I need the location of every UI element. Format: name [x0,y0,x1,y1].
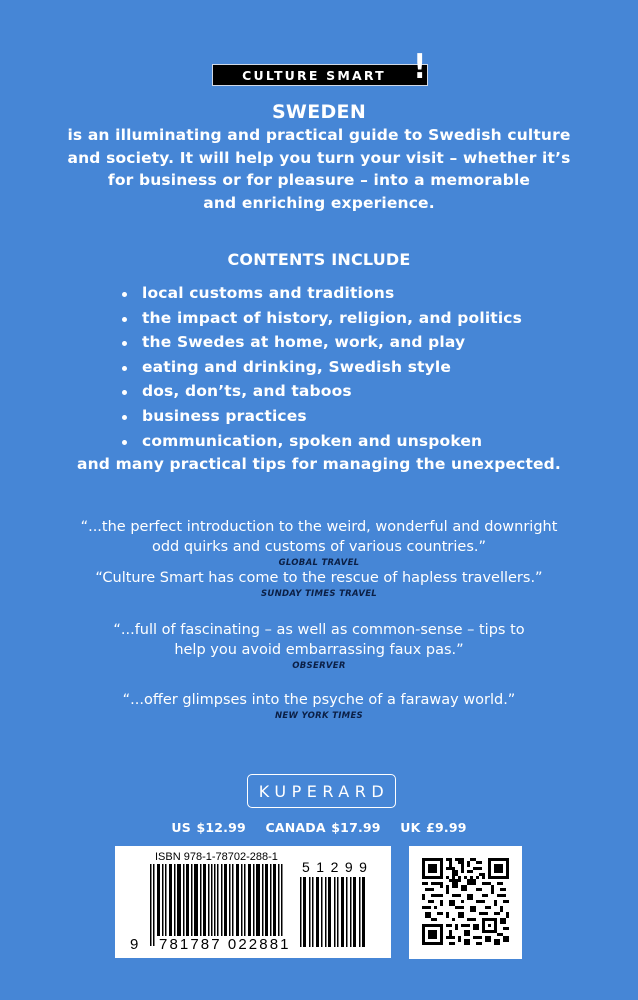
review-quote [0,620,638,672]
review-quote [0,517,638,569]
quote-line: “...full of fascinating – as well as common-sense – tips to [113,622,525,638]
list-item: communication, spoken and unspoken [120,429,522,454]
price-code: 51299 [302,859,374,875]
list-item: the impact of history, religion, and politics [120,306,522,331]
contents-heading: CONTENTS INCLUDE [227,250,411,269]
intro-line: and society. It will help you turn your visit – whether it’s [67,148,571,167]
price-us: US $12.99 [171,820,246,835]
list-item: dos, don’ts, and taboos [120,379,522,404]
ean-barcode [150,864,290,946]
price-addon-barcode [300,877,368,947]
quote-line: “...the perfect introduction to the weird, wonderful and downright [80,519,558,535]
quote-line: “Culture Smart has come to the rescue of hapless travellers.” [95,570,543,586]
isbn-label: ISBN 978-1-78702-288-1 [155,851,278,863]
price-list [0,820,638,835]
ean-digits: 781787 022881 [159,936,291,953]
quote-line: help you avoid embarrassing faux pas.” [174,642,464,658]
quote-source: NEW YORK TIMES [275,711,363,721]
ean-lead-digit: 9 [130,936,139,953]
logo-exclamation-mark: ! [413,47,426,87]
list-item: local customs and traditions [120,281,522,306]
intro-paragraph [0,124,638,214]
qr-code-icon[interactable] [422,858,509,945]
contents-footer: and many practical tips for managing the unexpected. [77,455,561,473]
logo-text: CULTURE SMART [242,67,386,83]
quote-source: SUNDAY TIMES TRAVEL [260,589,378,599]
quote-line: odd quirks and customs of various countries.” [151,539,487,555]
culture-smart-logo [212,64,428,86]
price-canada: CANADA $17.99 [265,820,381,835]
list-item: business practices [120,404,522,429]
quote-source: GLOBAL TRAVEL [278,558,360,568]
price-uk: UK £9.99 [400,820,467,835]
intro-line: is an illuminating and practical guide to Swedish culture [67,126,571,144]
intro-line: and enriching experience. [203,193,435,212]
list-item: eating and drinking, Swedish style [120,355,522,380]
quote-line: “...offer glimpses into the psyche of a faraway world.” [122,692,516,708]
review-quote [0,690,638,722]
book-title: SWEDEN [271,101,367,123]
quote-source: OBSERVER [292,661,346,671]
list-item: the Swedes at home, work, and play [120,330,522,355]
review-quote [0,568,638,600]
intro-line: for business or for pleasure – into a memorable [107,171,531,189]
contents-list [120,281,522,453]
publisher-logo: KUPERARD [247,774,396,808]
